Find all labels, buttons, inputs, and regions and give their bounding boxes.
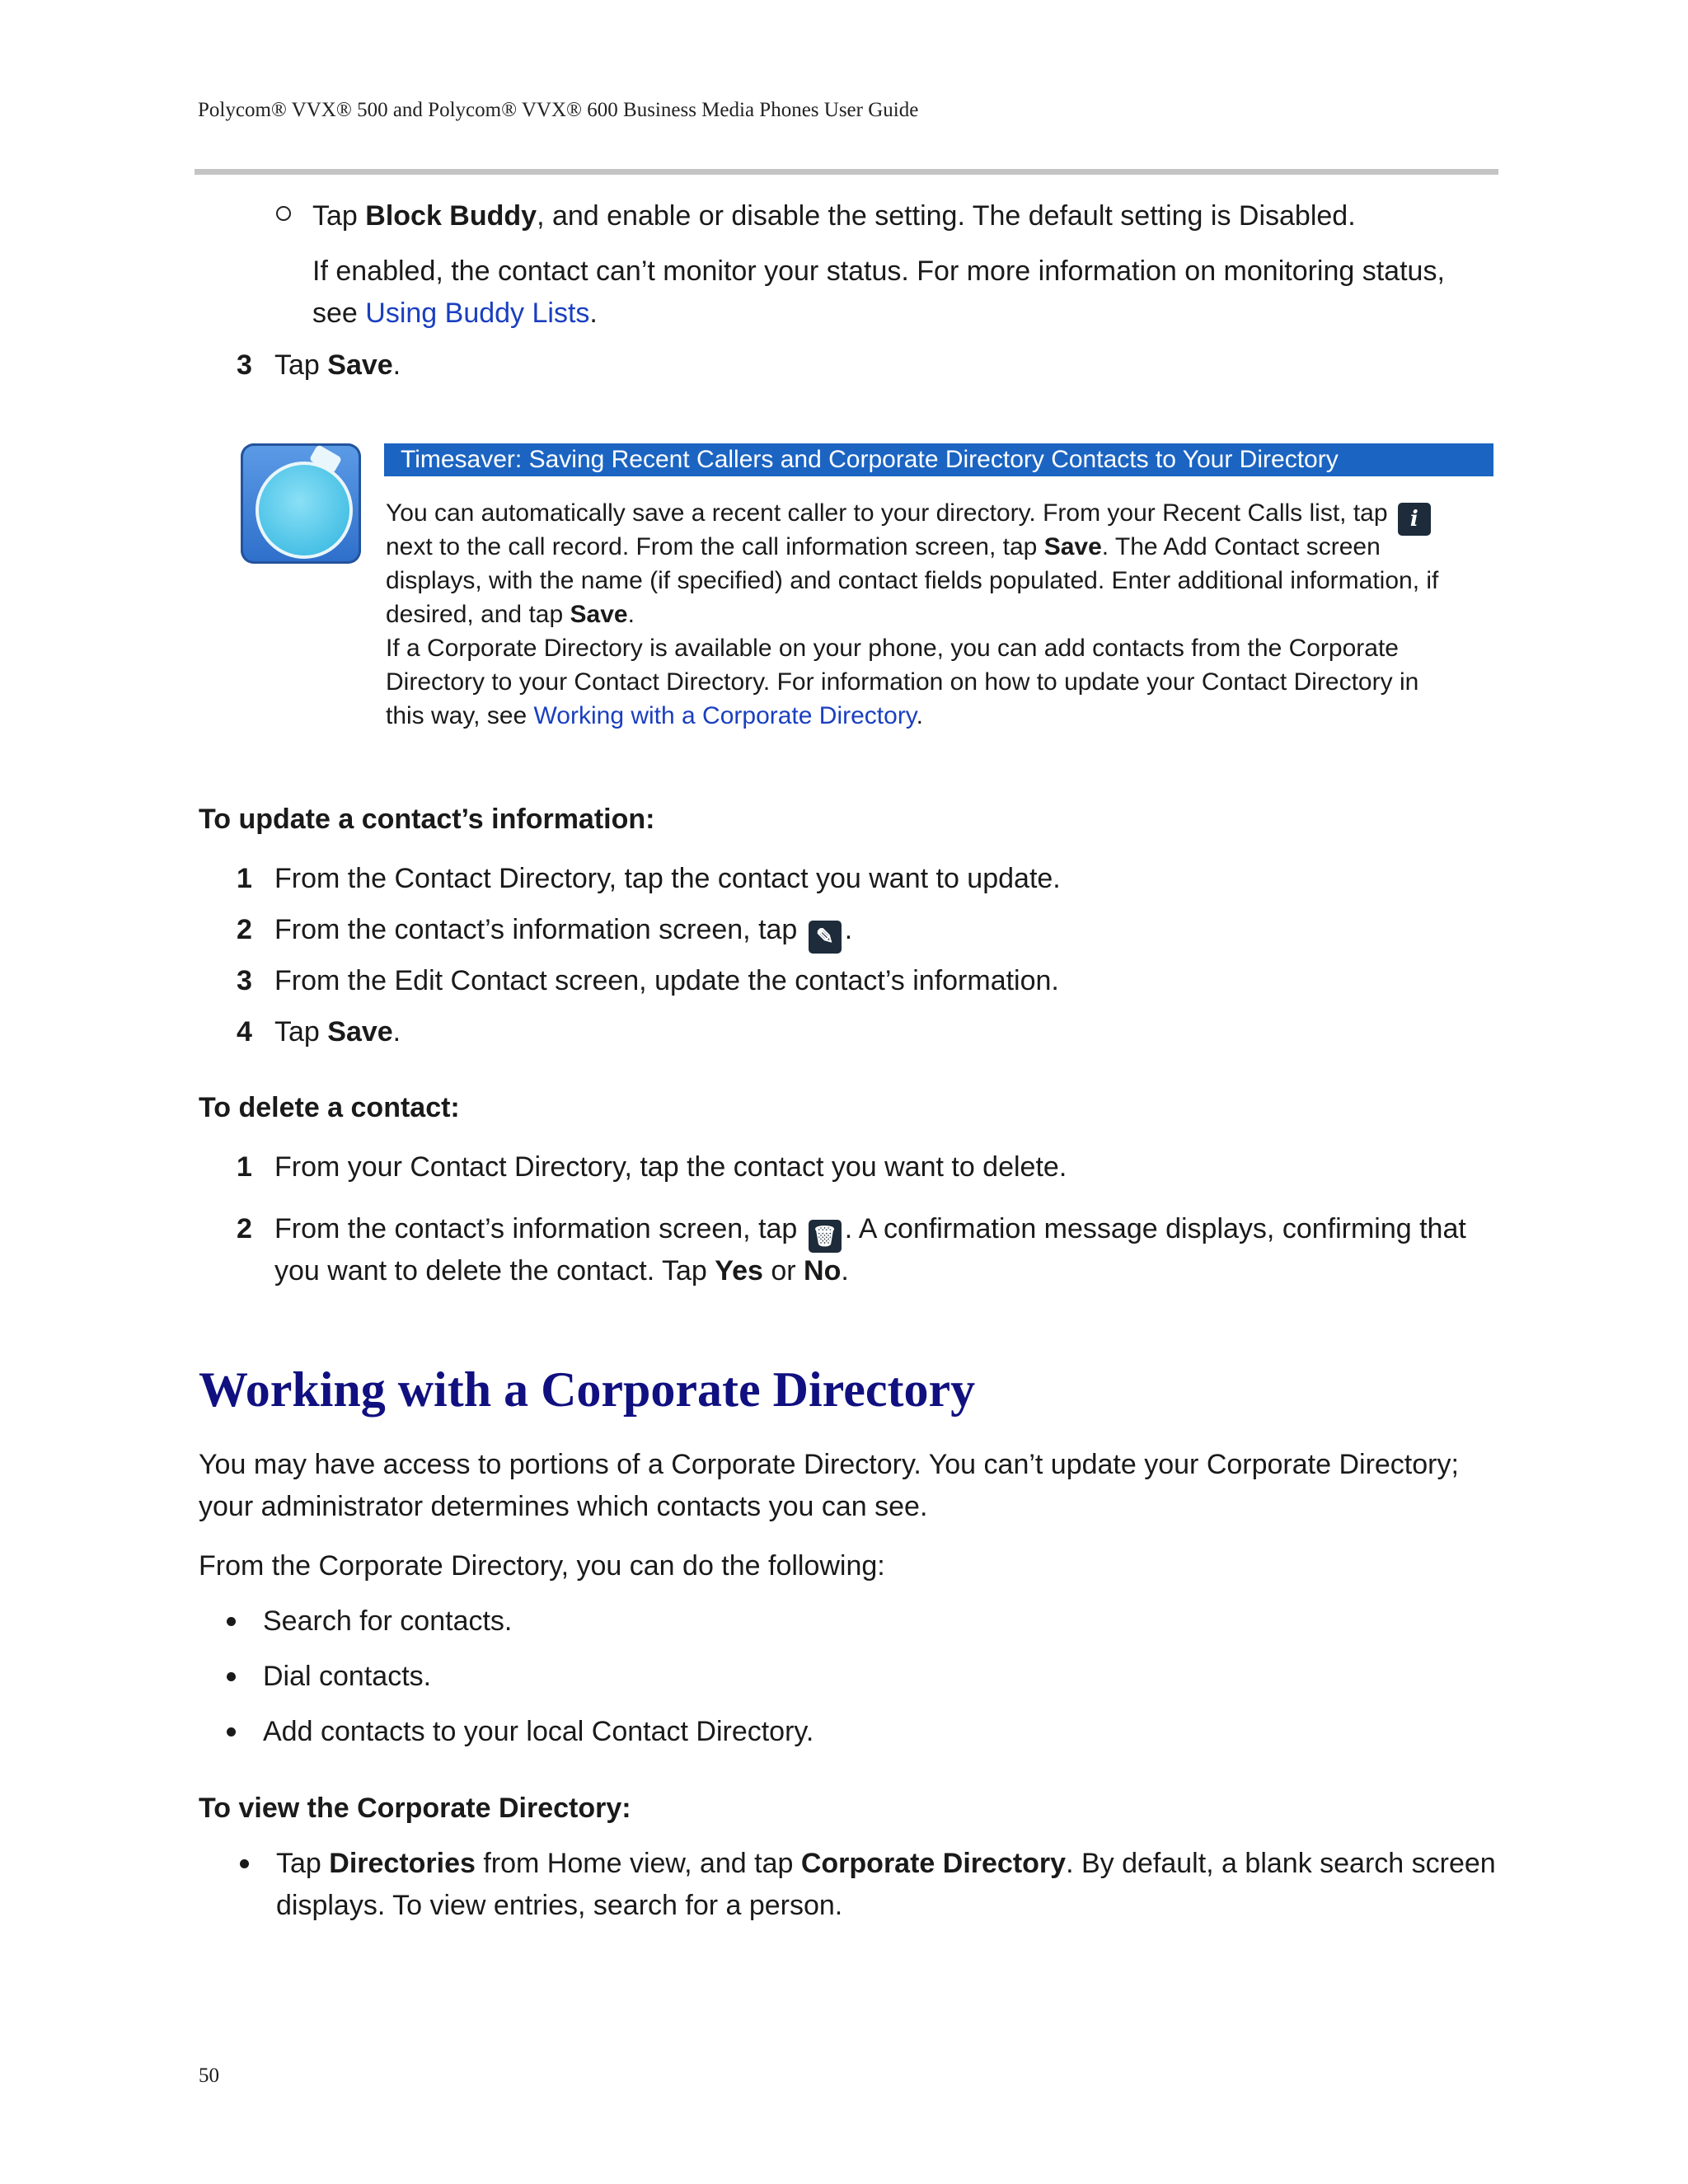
update-contact-heading: To update a contact’s information:	[199, 804, 655, 835]
update-step-3: From the Edit Contact screen, update the contact’s information.	[274, 965, 1059, 996]
timesaver-line: next to the call record. From the call information screen, tap Save. The Add Contact screen	[386, 533, 1381, 560]
step-number: 3	[237, 965, 252, 996]
timesaver-line: If a Corporate Directory is available on your phone, you can add contacts from the Corporate	[386, 635, 1399, 662]
block-buddy-note-line1: If enabled, the contact can’t monitor your status. For more information on monitoring status,	[312, 255, 1445, 287]
timesaver-line: Directory to your Contact Directory. For information on how to update your Contact Directory in	[386, 668, 1419, 696]
corporate-para1-line1: You may have access to portions of a Corporate Directory. You can’t update your Corporate Directory;	[199, 1449, 1459, 1480]
corporate-para2: From the Corporate Directory, you can do the following:	[199, 1550, 885, 1582]
view-corporate-heading: To view the Corporate Directory:	[199, 1793, 631, 1824]
delete-step-2-line2: you want to delete the contact. Tap Yes or No.	[274, 1255, 849, 1286]
list-item: Add contacts to your local Contact Directory.	[263, 1716, 814, 1747]
step-number: 1	[237, 1151, 252, 1183]
list-item: Search for contacts.	[263, 1605, 513, 1637]
page-number: 50	[199, 2064, 219, 2087]
update-step-4: Tap Save.	[274, 1016, 401, 1047]
delete-step-2: From the contact’s information screen, tap 🗑 . A confirmation message displays, confirming that	[274, 1208, 1466, 1253]
bullet-dot	[227, 1727, 236, 1736]
list-item: Dial contacts.	[263, 1661, 432, 1692]
save-step: Tap Save.	[274, 349, 401, 381]
update-step-2: From the contact’s information screen, tap ✎ .	[274, 909, 852, 954]
delete-contact-heading: To delete a contact:	[199, 1092, 460, 1123]
timesaver-line: displays, with the name (if specified) and contact fields populated. Enter additional information, if	[386, 567, 1439, 594]
block-buddy-note-line2: see Using Buddy Lists.	[312, 298, 598, 329]
step-number: 4	[237, 1016, 252, 1047]
hollow-bullet	[276, 206, 291, 221]
corporate-para1-line2: your administrator determines which contacts you can see.	[199, 1491, 928, 1522]
step-number: 1	[237, 863, 252, 894]
bullet-dot	[227, 1617, 236, 1626]
update-step-1: From the Contact Directory, tap the contact you want to update.	[274, 863, 1061, 894]
timesaver-title: Timesaver: Saving Recent Callers and Corporate Directory Contacts to Your Directory	[384, 443, 1493, 476]
header-rule	[195, 169, 1498, 175]
timesaver-line: You can automatically save a recent caller to your directory. From your Recent Calls list, tap i	[386, 496, 1434, 536]
bullet-dot	[240, 1859, 249, 1868]
delete-step-1: From your Contact Directory, tap the contact you want to delete.	[274, 1151, 1067, 1183]
block-buddy-step: Tap Block Buddy, and enable or disable the setting. The default setting is Disabled.	[312, 200, 1356, 232]
bullet-dot	[227, 1672, 236, 1681]
section-title: Working with a Corporate Directory	[199, 1362, 976, 1417]
view-step: Tap Directories from Home view, and tap Corporate Directory. By default, a blank search screen	[276, 1848, 1496, 1879]
view-step-line2: displays. To view entries, search for a person.	[276, 1890, 843, 1921]
info-icon: i	[1398, 503, 1431, 536]
step-number: 2	[237, 1213, 252, 1244]
trash-icon: 🗑	[809, 1220, 842, 1253]
step-number: 3	[237, 349, 252, 381]
running-header: Polycom® VVX® 500 and Polycom® VVX® 600 Business Media Phones User Guide	[198, 99, 919, 121]
timesaver-line: this way, see Working with a Corporate Directory.	[386, 702, 923, 729]
edit-pencil-icon: ✎	[809, 921, 842, 954]
using-buddy-lists-link[interactable]: Using Buddy Lists	[365, 298, 590, 329]
timesaver-line: desired, and tap Save.	[386, 601, 635, 628]
working-with-corporate-directory-link[interactable]: Working with a Corporate Directory	[533, 702, 917, 729]
stopwatch-icon	[241, 443, 361, 564]
step-number: 2	[237, 914, 252, 945]
